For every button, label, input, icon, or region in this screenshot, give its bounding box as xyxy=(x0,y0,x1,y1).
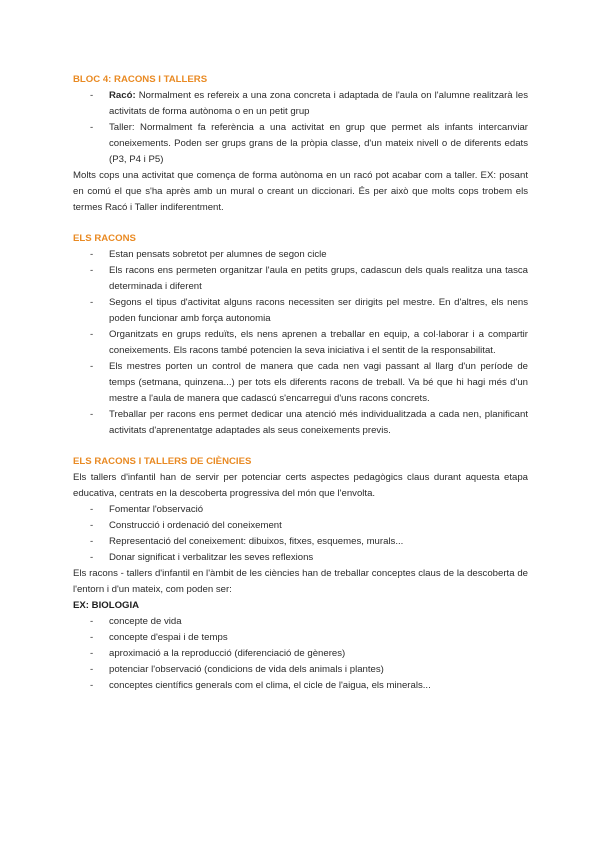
list-item: - Estan pensats sobretot per alumnes de segon cicle xyxy=(73,247,528,263)
ciencies-paragraph: Els racons - tallers d'infantil en l'àmbit de les ciències han de treballar conceptes claus de la descoberta de l'entorn i d'un mateix, com poden ser: xyxy=(73,568,528,595)
list-item xyxy=(73,88,528,120)
racons-list xyxy=(73,247,528,439)
list-item-text: Taller: Normalment fa referència a una activitat en grup que permet als infants intercanviar coneixements. Poden ser grups grans de la pròpia classe, d'un mateix nivell o de diferents edats (P3, P4 i P5) xyxy=(109,122,528,165)
bloc4-paragraph: Molts cops una activitat que comença de forma autònoma en un racó pot acabar com a taller. EX: posant en comú el que s'ha après amb un mural o creant un diccionari. És per això que molts cops trobem els termes Racó i Taller indiferentment. xyxy=(73,170,528,213)
list-item: - Treballar per racons ens permet dedicar una atenció més individualitzada a cada nen, planificant activitats d'aprenentatge adaptades als seus coneixements previs. xyxy=(73,407,528,439)
list-item: - Construcció i ordenació del coneixement xyxy=(73,518,528,534)
section-heading-ciencies: ELS RACONS I TALLERS DE CIÈNCIES xyxy=(73,456,252,467)
list-item: - Fomentar l'observació xyxy=(73,502,528,518)
list-item: - Els racons ens permeten organitzar l'aula en petits grups, cadascun dels quals realitza una tasca determinada i diferent xyxy=(73,263,528,295)
list-item: - concepte d'espai i de temps xyxy=(73,630,528,646)
subheading-biologia: EX: BIOLOGIA xyxy=(73,600,140,611)
list-item: - concepte de vida xyxy=(73,614,528,630)
list-item: - Organitzats en grups reduïts, els nens aprenen a treballar en equip, a col·laborar i a compartir coneixements. Els racons també potencien la seva iniciativa i el sentit de la responsabilitat. xyxy=(73,327,528,359)
list-item: - potenciar l'observació (condicions de vida dels animals i plantes) xyxy=(73,662,528,678)
bloc4-list xyxy=(73,88,528,168)
term-raco: Racó: xyxy=(109,90,136,101)
list-item: - Representació del coneixement: dibuixos, fitxes, esquemes, murals... xyxy=(73,534,528,550)
list-item: - aproximació a la reproducció (diferenciació de gèneres) xyxy=(73,646,528,662)
list-item: - Els mestres porten un control de manera que cada nen vagi passant al llarg d'un període de temps (setmana, quinzena...) per tots els diferents racons de treball. Va bé que hi hagi més d'un mestre a l'aula de manera que cadascú s'encarregui d'uns racons concrets. xyxy=(73,359,528,407)
list-item: - Donar significat i verbalitzar les seves reflexions xyxy=(73,550,528,566)
document-body xyxy=(73,72,528,694)
biologia-list xyxy=(73,614,528,694)
list-item xyxy=(73,120,528,168)
section-heading-bloc4: BLOC 4: RACONS I TALLERS xyxy=(73,74,208,85)
list-item: - Segons el tipus d'activitat alguns racons necessiten ser dirigits pel mestre. En d'altres, els nens poden funcionar amb força autonomia xyxy=(73,295,528,327)
list-item-text: Normalment es refereix a una zona concreta i adaptada de l'aula on l'alumne realitzarà les activitats de forma autònoma o en un petit grup xyxy=(109,90,528,117)
list-item: - conceptes científics generals com el clima, el cicle de l'aigua, els minerals... xyxy=(73,678,528,694)
ciencies-list xyxy=(73,502,528,566)
ciencies-intro: Els tallers d'infantil han de servir per potenciar certs aspectes pedagògics claus durant aquesta etapa educativa, centrats en la descoberta progressiva del món que l'envolta. xyxy=(73,472,528,499)
section-heading-racons: ELS RACONS xyxy=(73,233,136,244)
